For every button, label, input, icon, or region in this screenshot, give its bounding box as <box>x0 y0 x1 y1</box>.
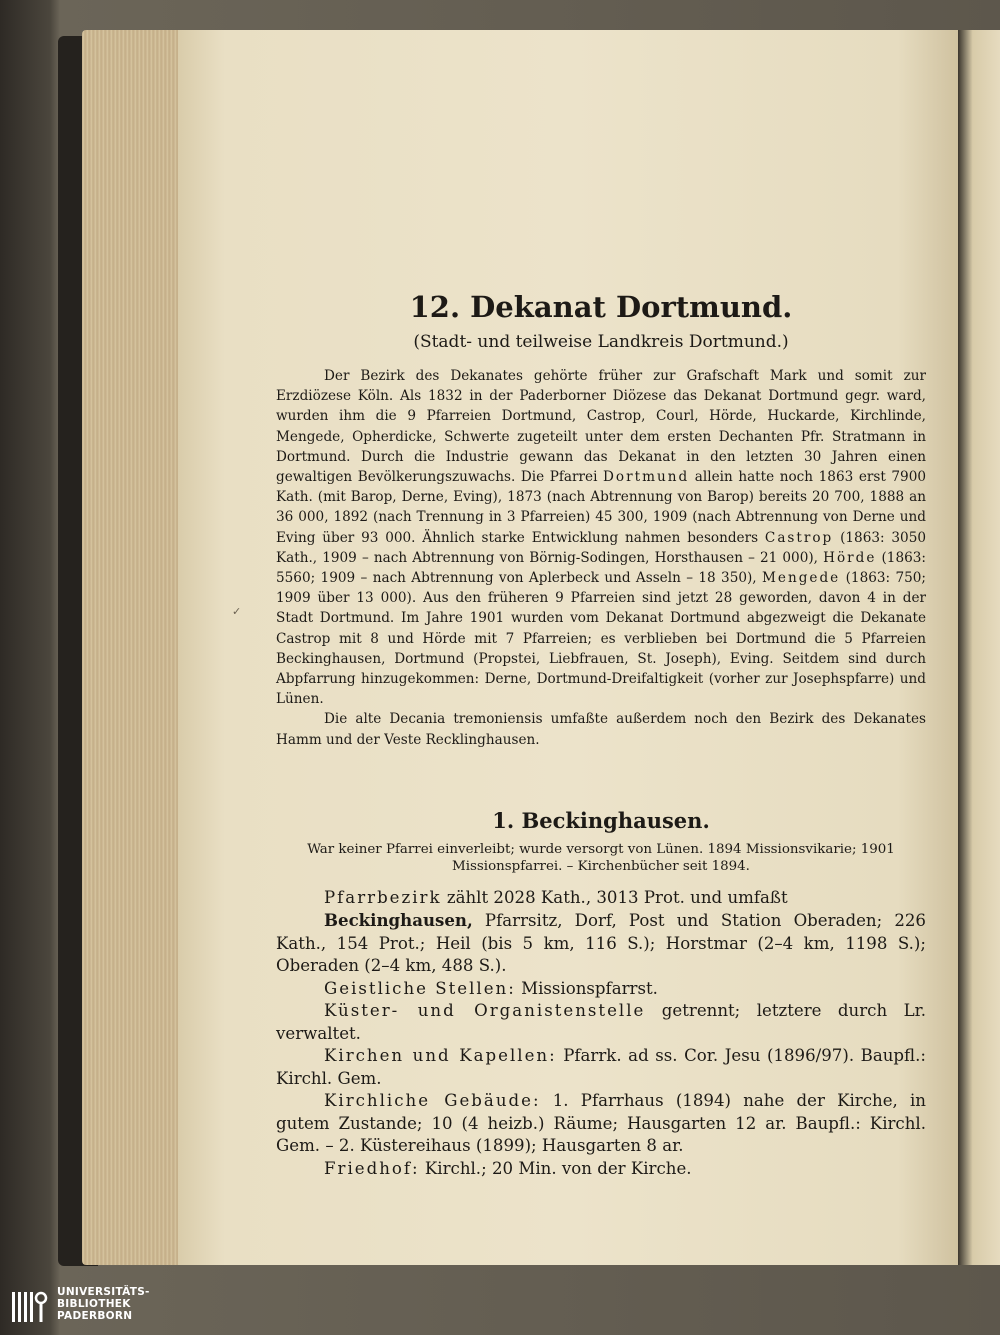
library-logo <box>10 1286 220 1328</box>
intro-paragraph-1: Der Bezirk des Dekanates gehörte früher zur Grafschaft Mark und somit zur Erzdiözese Köln. Als 1832 in der Paderborner Diözese das Dekanat Dortmund gegr. ward, wurden ihm die 9 Pfarreien Dortmund, Castrop, Courl, Hörde, Huckarde, Kirchlinde, Mengede, Opherdicke, Schwerte zugeteilt unter dem ersten Dechanten Pfr. Stratmann in Dortmund. Durch die Industrie gewann das Dekanat in den letzten 30 Jahren einen gewaltigen Bevölkerungszuwachs. Die Pfarrei Dortmund allein hatte noch 1863 erst 7900 Kath. (mit Barop, Derne, Eving), 1873 (nach Abtrennung von Barop) bereits 20 700, 1888 an 36 000, 1892 (nach Trennung in 3 Pfarreien) 45 300, 1909 (nach Abtrennung von Derne und Eving über 93 000. Ähnlich starke Entwicklung nahmen besonders Castrop (1863: 3050 Kath., 1909 – nach Abtrennung von Börnig-Sodingen, Horsthausen – 21 000), Hörde (1863: 5560; 1909 – nach Abtrennung von Aplerbeck und Asseln – 18 350), Mengede (1863: 750; 1909 über 13 000). Aus den früheren 9 Pfarreien sind jetzt 28 geworden, davon 4 in der Stadt Dortmund. Im Jahre 1901 wurden vom Dekanat Dortmund abgezweigt die Dekanate Castrop mit 8 und Hörde mit 7 Pfarreien; es verblieben bei Dortmund die 5 Pfarreien Beckinghausen, Dortmund (Propstei, Liebfrauen, St. Joseph), Eving. Seitdem sind durch Abpfarrung hinzugekommen: Derne, Dortmund-Dreifaltigkeit (vorher zur Josephspfarre) und Lünen. <box>276 368 927 708</box>
chapter-subtitle: (Stadt- und teilweise Landkreis Dortmund.) <box>413 332 789 352</box>
entry-kuester: Küster- und Organistenstelle getrennt; letztere durch Lr. verwaltet. <box>276 1001 927 1043</box>
library-logo-icon <box>10 1288 48 1326</box>
section-title: 1. Beckinghausen. <box>492 807 710 833</box>
page-edges <box>82 30 184 1265</box>
intro-paragraph-2: Die alte Decania tremoniensis umfaßte außerdem noch den Bezirk des Dekanates Hamm und der Veste Recklinghausen. <box>276 711 926 748</box>
section-note: War keiner Pfarrei einverleibt; wurde versorgt von Lünen. 1894 Missionsvikarie; 1901 Missionspfarrei. – Kirchenbücher seit 1894. <box>307 841 895 874</box>
next-page-edge <box>958 30 1000 1265</box>
entry-pfarrbezirk: Pfarrbezirk zählt 2028 Kath., 3013 Prot. und umfaßt <box>324 887 788 907</box>
entry-friedhof: Friedhof: Kirchl.; 20 Min. von der Kirche. <box>324 1158 692 1178</box>
library-logo-text: UNIVERSITÄTS- BIBLIOTHEK PADERBORN <box>57 1286 150 1322</box>
entry-gebaeude: Kirchliche Gebäude: 1. Pfarrhaus (1894) nahe der Kirche, in gutem Zustande; 10 (4 heizb.) Räume; Hausgarten 12 ar. Baupfl.: Kirchl. Gem. – 2. Küstereihaus (1899); Hausgarten 8 ar. <box>276 1091 926 1156</box>
page-content <box>276 290 926 1180</box>
pencil-mark: ✓ <box>232 605 242 618</box>
entry-beckinghausen: Beckinghausen, Pfarrsitz, Dorf, Post und Station Oberaden; 226 Kath., 154 Prot.; Heil (bis 5 km, 116 S.); Horstmar (2–4 km, 1198 S.); Oberaden (2–4 km, 488 S.). <box>276 910 926 976</box>
entry-kirchen: Kirchen und Kapellen: Pfarrk. ad ss. Cor. Jesu (1896/97). Baupfl.: Kirchl. Gem. <box>276 1046 926 1088</box>
intro-block <box>276 366 926 750</box>
chapter-title: 12. Dekanat Dortmund. <box>409 290 793 324</box>
entry-geistliche-stellen: Geistliche Stellen: Missionspfarrst. <box>324 978 658 998</box>
section-body <box>276 887 926 1181</box>
